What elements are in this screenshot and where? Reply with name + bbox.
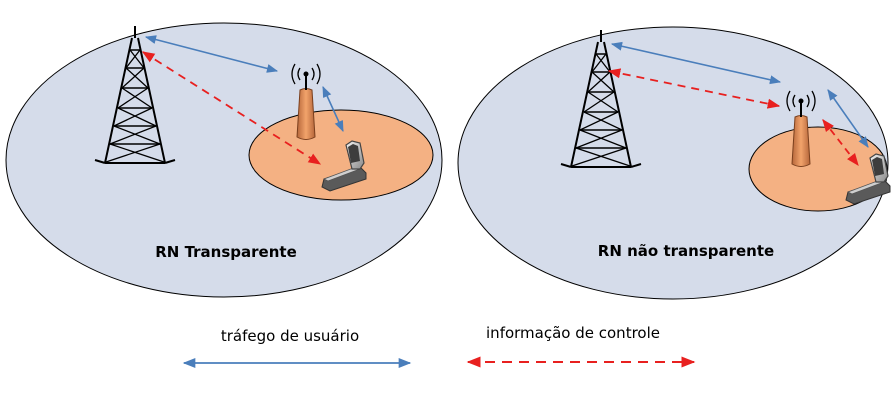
legend-label-control-info: informação de controle <box>486 324 660 342</box>
panel-transparent <box>6 23 442 297</box>
panel-label: RN Transparente <box>155 243 297 261</box>
legend <box>184 324 694 363</box>
panel-label: RN não transparente <box>597 242 775 260</box>
panel-non-transparent <box>458 27 890 299</box>
legend-label-user-traffic: tráfego de usuário <box>220 327 360 345</box>
